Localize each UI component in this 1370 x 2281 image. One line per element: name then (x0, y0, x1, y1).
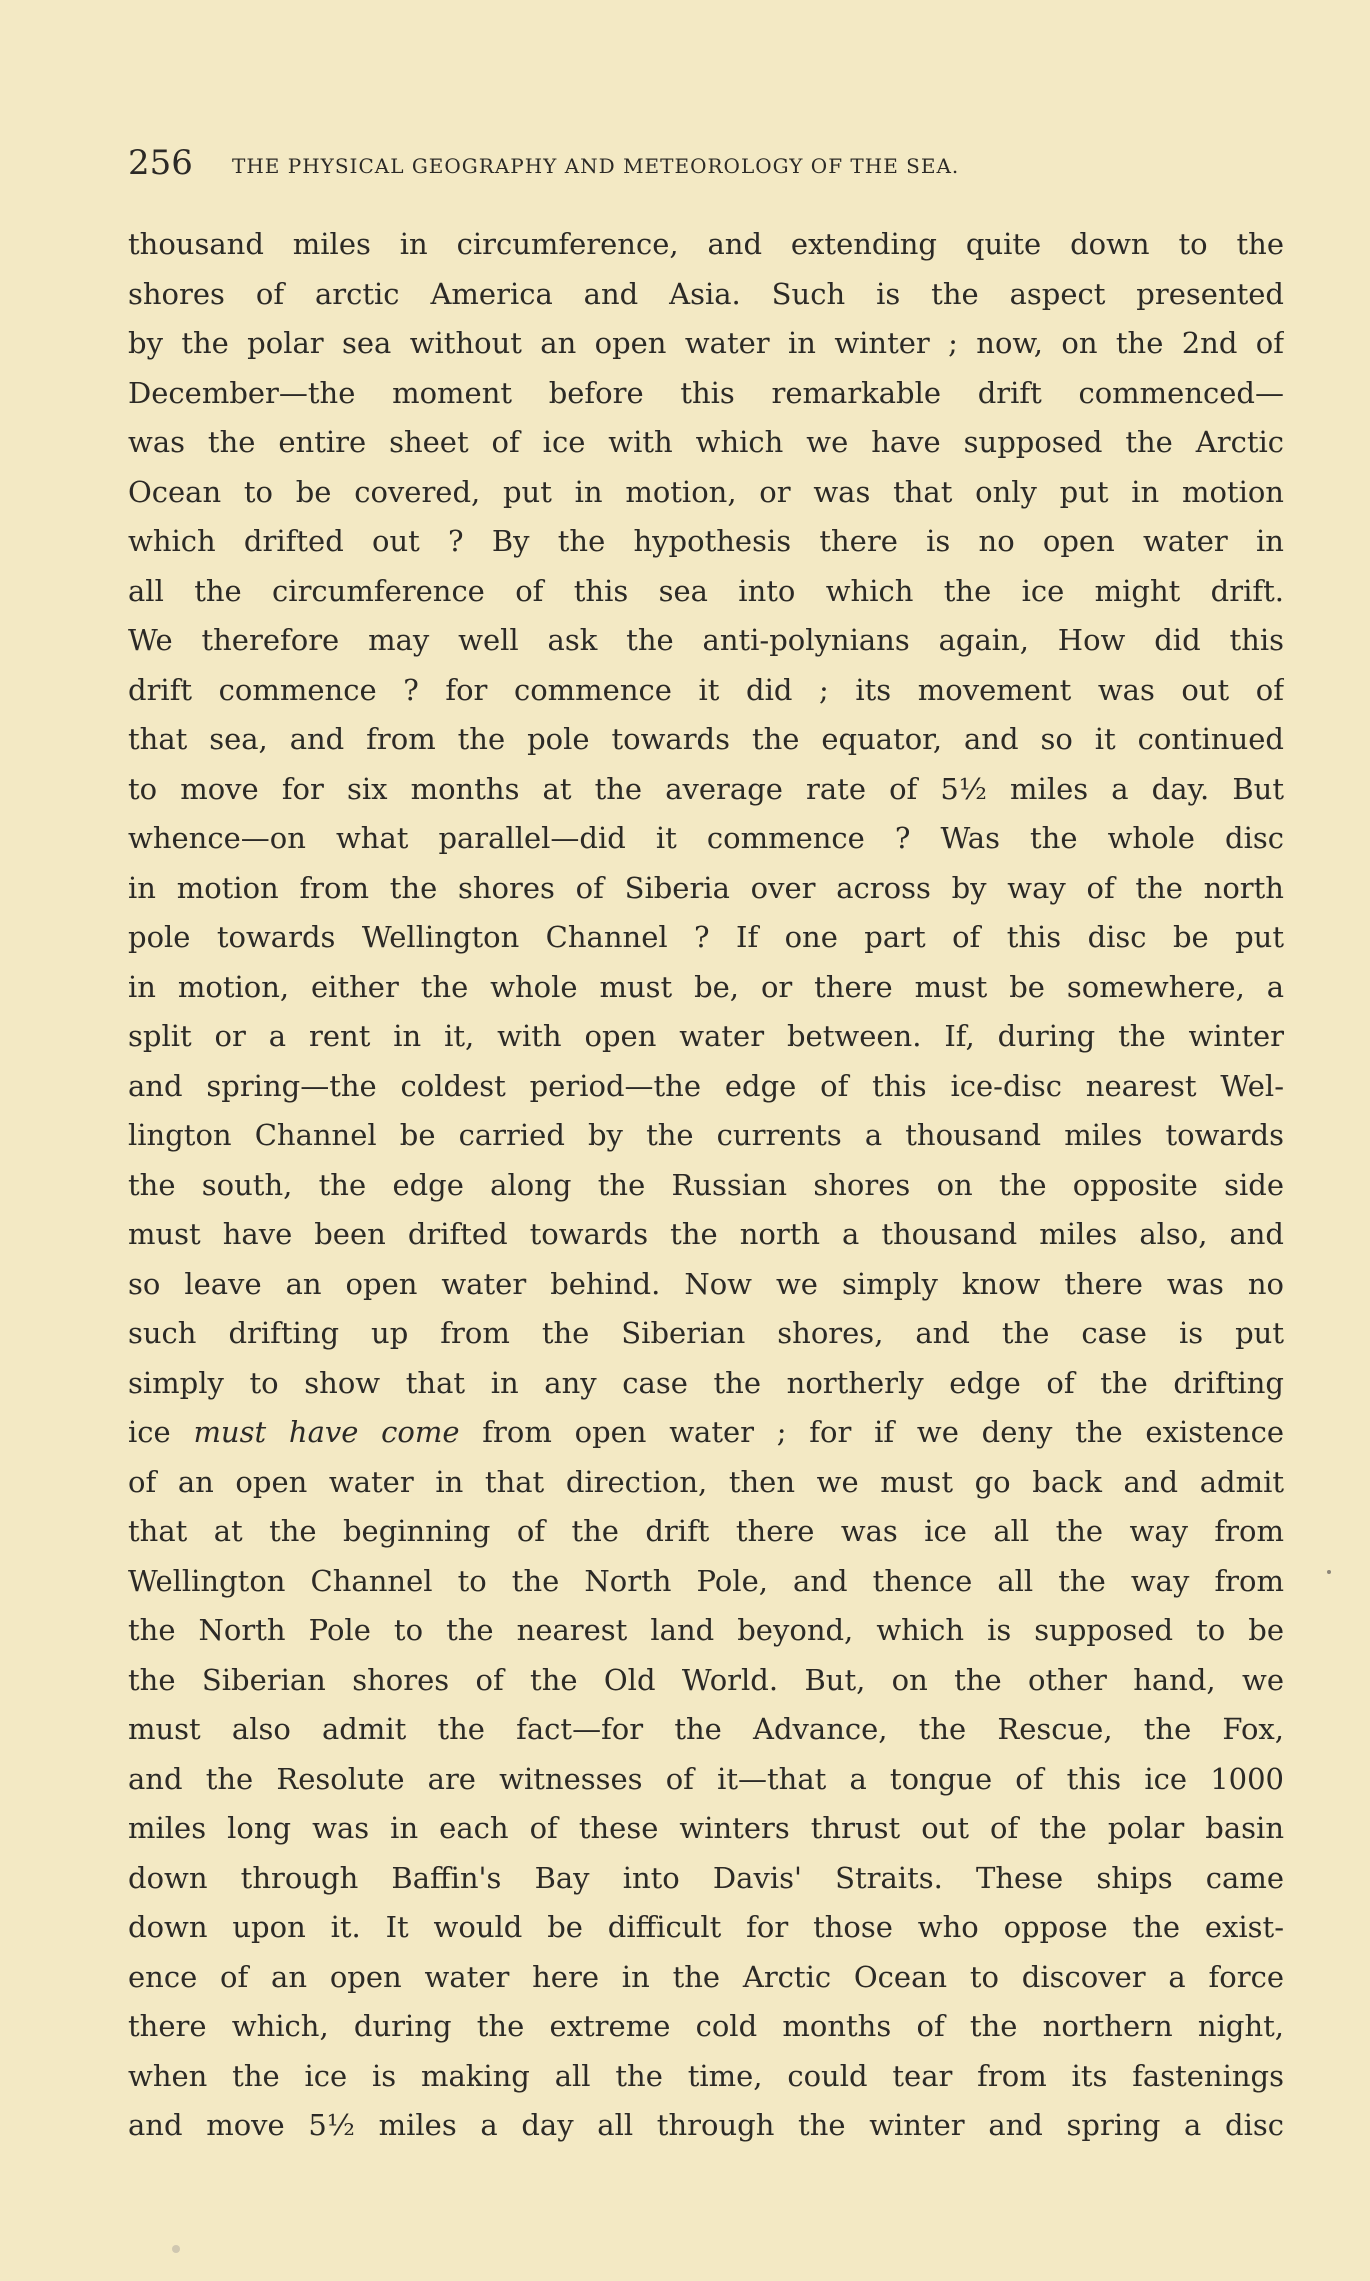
text-line: there which, during the extreme cold months of the northern night, (128, 2009, 1284, 2043)
text-line: lington Channel be carried by the currents a thousand miles towards (128, 1118, 1284, 1152)
text-line: and spring—the coldest period—the edge of this ice-disc nearest Wel- (128, 1068, 1284, 1103)
text-line: must also admit the fact—for the Advance, the Rescue, the Fox, (128, 1712, 1284, 1746)
margin-dot (1327, 1570, 1331, 1574)
text-line: Wellington Channel to the North Pole, and thence all the way from (128, 1563, 1284, 1598)
paper-spot (172, 2245, 180, 2253)
text-line: and the Resolute are witnesses of it—that a tongue of this ice 1000 (128, 1761, 1284, 1796)
text-line: the North Pole to the nearest land beyond, which is supposed to be (128, 1613, 1284, 1647)
text-line: simply to show that in any case the northerly edge of the drifting (128, 1365, 1284, 1400)
text-line: was the entire sheet of ice with which we have supposed the Arctic (128, 425, 1284, 459)
text-line: miles long was in each of these winters thrust out of the polar basin (128, 1811, 1284, 1845)
text-line: that at the beginning of the drift there was ice all the way from (128, 1514, 1284, 1548)
text-line: by the polar sea without an open water in winter ; now, on the 2nd of (128, 326, 1284, 360)
text-line: the south, the edge along the Russian shores on the opposite side (128, 1167, 1284, 1202)
text-line: of an open water in that direction, then we must go back and admit (128, 1464, 1284, 1499)
text-line: December—the moment before this remarkable drift commenced— (128, 375, 1284, 410)
body-text (128, 220, 1284, 2151)
text-line: when the ice is making all the time, could tear from its fastenings (128, 2058, 1284, 2093)
text-line: ice must have come from open water ; for if we deny the existence (128, 1415, 1284, 1449)
page-header (128, 140, 1238, 190)
text-line: all the circumference of this sea into which the ice might drift. (128, 573, 1284, 608)
text-line: must have been drifted towards the north a thousand miles also, and (128, 1217, 1284, 1251)
text-line: down upon it. It would be difficult for those who oppose the exist- (128, 1910, 1284, 1944)
text-line: shores of arctic America and Asia. Such is the aspect presented (128, 276, 1284, 311)
text-line: the Siberian shores of the Old World. But, on the other hand, we (128, 1662, 1284, 1697)
text-line: We therefore may well ask the anti-polynians again, How did this (128, 623, 1284, 657)
text-line: in motion, either the whole must be, or there must be somewhere, a (128, 969, 1284, 1004)
running-title: THE PHYSICAL GEOGRAPHY AND METEOROLOGY OF THE SEA. (232, 154, 960, 178)
text-line: and move 5½ miles a day all through the winter and spring a disc (128, 2108, 1284, 2142)
text-line: so leave an open water behind. Now we simply know there was no (128, 1266, 1284, 1301)
text-line: ence of an open water here in the Arctic Ocean to discover a force (128, 1959, 1284, 1994)
page-number: 256 (128, 143, 193, 183)
text-line: thousand miles in circumference, and extending quite down to the (128, 227, 1284, 261)
text-line: whence—on what parallel—did it commence ? Was the whole disc (128, 821, 1284, 855)
text-line: split or a rent in it, with open water between. If, during the winter (128, 1019, 1284, 1053)
text-line: in motion from the shores of Siberia over across by way of the north (128, 870, 1284, 905)
text-line: to move for six months at the average rate of 5½ miles a day. But (128, 771, 1284, 806)
italic-phrase: must have come (193, 1415, 460, 1449)
text-line: such drifting up from the Siberian shores, and the case is put (128, 1316, 1284, 1350)
text-line: drift commence ? for commence it did ; its movement was out of (128, 672, 1284, 707)
text-line: pole towards Wellington Channel ? If one part of this disc be put (128, 920, 1284, 954)
text-line: that sea, and from the pole towards the equator, and so it continued (128, 722, 1284, 756)
text-line: Ocean to be covered, put in motion, or was that only put in motion (128, 474, 1284, 509)
text-line: down through Baffin's Bay into Davis' Straits. These ships came (128, 1860, 1284, 1895)
text-line: which drifted out ? By the hypothesis there is no open water in (128, 524, 1284, 558)
